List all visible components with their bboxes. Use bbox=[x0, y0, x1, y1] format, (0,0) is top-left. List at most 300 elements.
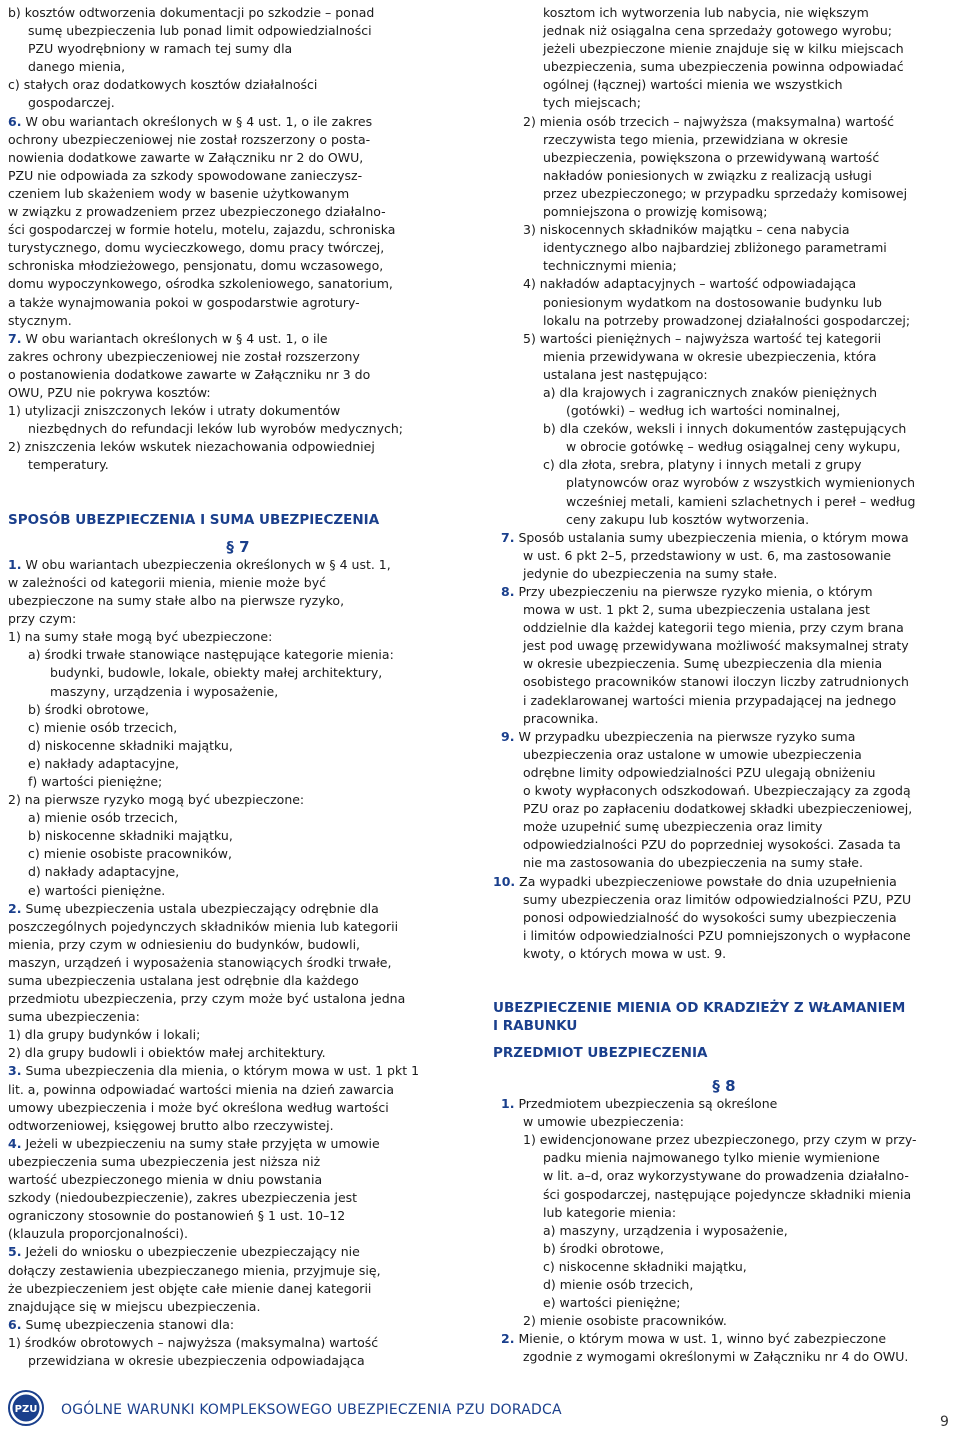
line-text: 2) mienie osobiste pracowników. bbox=[523, 1313, 727, 1329]
item-number: 7. bbox=[8, 330, 22, 346]
text-line bbox=[493, 1186, 955, 1204]
text-line bbox=[8, 402, 468, 420]
line-text: W obu wariantach określonych w § 4 ust. 1, o ile zakres bbox=[25, 113, 373, 129]
text-line bbox=[493, 1113, 955, 1131]
line-text: w okresie ubezpieczenia. Sumę ubezpieczenia dla mienia bbox=[523, 656, 883, 672]
line-text: lit. a, powinna odpowiadać wartości mienia na dzień zawarcia bbox=[8, 1081, 394, 1097]
line-text: a) mienie osób trzecich, bbox=[28, 810, 179, 826]
text-line bbox=[8, 456, 468, 474]
item-number: 2. bbox=[501, 1331, 515, 1347]
line-text: 3) niskocennych składników majątku – cena nabycia bbox=[523, 222, 850, 238]
line-text: jedynie do ubezpieczenia na sumy stałe. bbox=[523, 565, 778, 581]
text-line bbox=[8, 275, 468, 293]
text-line bbox=[8, 646, 468, 664]
line-text: d) nakłady adaptacyjne, bbox=[28, 864, 180, 880]
text-line bbox=[493, 402, 955, 420]
line-text: platynowców oraz wyrobów z wszystkich wymienionych bbox=[566, 475, 916, 491]
item-number: 4. bbox=[8, 1135, 22, 1151]
line-text: i zadeklarowanej wartości mienia przypadającej na jednego bbox=[523, 692, 897, 708]
text-line bbox=[8, 94, 468, 112]
text-line bbox=[493, 185, 955, 203]
line-text: odpowiedzialności PZU do poprzedniej wysokości. Zasada ta bbox=[523, 837, 901, 853]
text-line bbox=[8, 22, 468, 40]
text-line bbox=[8, 592, 468, 610]
line-text: nowienia dodatkowe zawarte w Załączniku nr 2 do OWU, bbox=[8, 149, 364, 165]
line-text: zakres ochrony ubezpieczeniowej nie został rozszerzony bbox=[8, 348, 360, 364]
line-text: (klauzula proporcjonalności). bbox=[8, 1226, 188, 1242]
text-line bbox=[8, 294, 468, 312]
line-text: OWU, PZU nie pokrywa kosztów: bbox=[8, 384, 211, 400]
text-line bbox=[8, 701, 468, 719]
line-text: Mienie, o którym mowa w ust. 1, winno być zabezpieczone bbox=[518, 1331, 887, 1347]
line-text: c) dla złota, srebra, platyny i innych metali z grupy bbox=[543, 457, 862, 473]
line-text: Suma ubezpieczenia dla mienia, o którym mowa w ust. 1 pkt 1 bbox=[25, 1063, 420, 1079]
line-text: c) niskocenne składniki majątku, bbox=[543, 1258, 747, 1274]
line-text: Jeżeli do wniosku o ubezpieczenie ubezpieczający nie bbox=[25, 1244, 360, 1260]
line-text: b) środki obrotowe, bbox=[543, 1240, 664, 1256]
text-line bbox=[8, 366, 468, 384]
line-text: f) wartości pieniężne; bbox=[28, 773, 163, 789]
section-heading: UBEZPIECZENIE MIENIA OD KRADZIEŻY Z WŁAMANIEM bbox=[493, 1000, 906, 1017]
text-line bbox=[8, 791, 468, 809]
numbered-item-line bbox=[8, 113, 468, 131]
line-text: ceny zakupu lub kosztów wytworzenia. bbox=[566, 511, 810, 527]
text-line bbox=[493, 1276, 955, 1294]
text-line bbox=[493, 22, 955, 40]
line-text: Jeżeli w ubezpieczeniu na sumy stałe przyjęta w umowie bbox=[25, 1135, 380, 1151]
line-text: identycznego albo najbardziej zbliżonego parametrami bbox=[543, 240, 887, 256]
line-text: pracownika. bbox=[523, 710, 599, 726]
text-line bbox=[493, 818, 955, 836]
line-text: 5) wartości pieniężnych – najwyższa wartość tej kategorii bbox=[523, 330, 882, 346]
line-text: domu wypoczynkowego, ośrodka szkoleniowego, sanatorium, bbox=[8, 276, 393, 292]
line-text: szkody (niedoubezpieczenie), zakres ubezpieczenia jest bbox=[8, 1190, 358, 1206]
numbered-item-line bbox=[493, 583, 955, 601]
numbered-item-line bbox=[493, 728, 955, 746]
numbered-item-line bbox=[8, 1135, 468, 1153]
line-text: Przy ubezpieczeniu na pierwsze ryzyko mienia, o którym bbox=[518, 584, 873, 599]
line-text: Przedmiotem ubezpieczenia są określone bbox=[518, 1096, 778, 1112]
line-text: mienia, przy czym w odniesieniu do budynków, budowli, bbox=[8, 936, 361, 952]
line-text: turystycznego, domu wycieczkowego, domu pracy twórczej, bbox=[8, 240, 385, 256]
text-line bbox=[493, 945, 955, 963]
line-text: może uzupełnić sumę ubezpieczenia oraz limity bbox=[523, 819, 823, 835]
line-text: W przypadku ubezpieczenia na pierwsze ryzyko suma bbox=[518, 728, 856, 744]
line-text: ubezpieczone na sumy stałe albo na pierwsze ryzyko, bbox=[8, 593, 345, 609]
line-text: mowa w ust. 1 pkt 2, suma ubezpieczenia ustalana jest bbox=[523, 602, 870, 618]
text-line bbox=[8, 239, 468, 257]
text-line bbox=[493, 294, 955, 312]
numbered-item-line bbox=[8, 1316, 468, 1334]
text-line bbox=[8, 1280, 468, 1298]
line-text: znajdujące się w miejscu ubezpieczenia. bbox=[8, 1298, 261, 1314]
line-text: 2) zniszczenia leków wskutek niezachowania odpowiedniej bbox=[8, 439, 375, 455]
line-text: tych miejscach; bbox=[543, 95, 641, 111]
line-text: maszyn, urządzeń i wyposażenia stanowiących środki trwałe, bbox=[8, 954, 392, 970]
text-line bbox=[493, 891, 955, 909]
text-line bbox=[8, 918, 468, 936]
item-number: 9. bbox=[501, 728, 515, 744]
line-text: temperatury. bbox=[28, 457, 109, 473]
text-line bbox=[493, 909, 955, 927]
line-text: 1) środków obrotowych – najwyższa (maksymalna) wartość bbox=[8, 1334, 379, 1350]
text-line bbox=[493, 547, 955, 565]
line-text: w związku z prowadzeniem przez ubezpieczonego działalno- bbox=[8, 204, 386, 220]
line-text: budynki, budowle, lokale, obiekty małej architektury, bbox=[50, 665, 383, 681]
section-heading: SPOSÓB UBEZPIECZENIA I SUMA UBEZPIECZENIA bbox=[8, 511, 380, 528]
text-line bbox=[8, 972, 468, 990]
line-text: przewidziana w okresie ubezpieczenia odpowiadająca bbox=[28, 1352, 365, 1368]
text-line bbox=[493, 673, 955, 691]
line-text: pomniejszona o prowizję komisową; bbox=[543, 204, 768, 220]
line-text: 1) utylizacji zniszczonych leków i utraty dokumentów bbox=[8, 403, 341, 419]
line-text: ograniczony stosownie do postanowień § 1 ust. 10–12 bbox=[8, 1208, 346, 1224]
line-text: c) mienie osobiste pracowników, bbox=[28, 846, 232, 862]
line-text: 2) na pierwsze ryzyko mogą być ubezpieczone: bbox=[8, 792, 305, 808]
text-line bbox=[493, 493, 955, 511]
line-text: ustalana jest następująco: bbox=[543, 366, 708, 382]
line-text: ubezpieczenia, suma ubezpieczenia powinna odpowiadać bbox=[543, 59, 904, 75]
line-text: Za wypadki ubezpieczeniowe powstałe do dnia uzupełnienia bbox=[519, 873, 897, 889]
line-text: wartość ubezpieczonego mienia w dniu powstania bbox=[8, 1172, 323, 1188]
line-text: 2) dla grupy budowli i obiektów małej architektury. bbox=[8, 1045, 326, 1061]
text-line bbox=[8, 257, 468, 275]
text-line bbox=[8, 936, 468, 954]
text-line bbox=[493, 619, 955, 637]
text-line bbox=[8, 420, 468, 438]
line-text: nakładów poniesionych w związku z realizacją usługi bbox=[543, 167, 872, 183]
item-number: 1. bbox=[501, 1096, 515, 1112]
line-text: wcześniej metali, kamieni szlachetnych i pereł – według bbox=[566, 493, 916, 509]
line-text: lokalu na potrzeby prowadzonej działalności gospodarczej; bbox=[543, 312, 911, 328]
text-line bbox=[493, 113, 955, 131]
left-column bbox=[8, 4, 468, 1370]
text-line bbox=[493, 1348, 955, 1366]
text-line bbox=[8, 1171, 468, 1189]
text-line bbox=[493, 348, 955, 366]
numbered-item-line bbox=[493, 1095, 955, 1113]
text-line bbox=[8, 954, 468, 972]
text-line bbox=[8, 1117, 468, 1135]
item-number: 5. bbox=[8, 1244, 22, 1260]
text-line bbox=[8, 990, 468, 1008]
text-line bbox=[8, 1044, 468, 1062]
text-line bbox=[493, 456, 955, 474]
text-line bbox=[8, 384, 468, 402]
text-line bbox=[8, 574, 468, 592]
item-number: 6. bbox=[8, 113, 22, 129]
text-line bbox=[8, 664, 468, 682]
line-text: a) dla krajowych i zagranicznych znaków pieniężnych bbox=[543, 384, 878, 400]
line-text: przez ubezpieczonego; w przypadku sprzedaży komisowej bbox=[543, 185, 908, 201]
item-number: 2. bbox=[8, 900, 22, 916]
text-line bbox=[493, 474, 955, 492]
line-text: PZU oraz po zapłaceniu dodatkowej składki ubezpieczeniowej, bbox=[523, 801, 913, 817]
line-text: że ubezpieczeniem jest objęte całe mienie danej kategorii bbox=[8, 1280, 372, 1296]
section-heading: I RABUNKU bbox=[493, 1018, 578, 1035]
text-line bbox=[493, 927, 955, 945]
text-line bbox=[8, 737, 468, 755]
text-line bbox=[8, 628, 468, 646]
text-line bbox=[493, 40, 955, 58]
line-text: ubezpieczenia oraz ustalone w umowie ubezpieczenia bbox=[523, 746, 862, 762]
item-number: 6. bbox=[8, 1316, 22, 1332]
text-line bbox=[493, 710, 955, 728]
item-number: 3. bbox=[8, 1063, 22, 1079]
line-text: kwoty, o których mowa w ust. 9. bbox=[523, 945, 727, 961]
line-text: niezbędnych do refundacji leków lub wyrobów medycznych; bbox=[28, 421, 404, 437]
line-text: maszyny, urządzenia i wyposażenie, bbox=[50, 683, 279, 699]
text-line bbox=[493, 366, 955, 384]
svg-text:PZU: PZU bbox=[14, 1404, 38, 1415]
line-text: oddzielnie dla każdej kategorii tego mienia, przy czym brana bbox=[523, 620, 904, 636]
line-text: sumę ubezpieczenia lub ponad limit odpowiedzialności bbox=[28, 23, 372, 39]
line-text: odtworzeniowej, księgowej brutto albo rzeczywistej. bbox=[8, 1117, 334, 1133]
line-text: d) niskocenne składniki majątku, bbox=[28, 737, 233, 753]
text-line bbox=[493, 131, 955, 149]
section-heading: PRZEDMIOT UBEZPIECZENIA bbox=[493, 1045, 708, 1062]
numbered-item-line bbox=[8, 1243, 468, 1261]
text-line bbox=[493, 330, 955, 348]
line-text: w obrocie gotówkę – według osiągalnej ceny wykupu, bbox=[566, 439, 901, 455]
line-text: jeżeli ubezpieczone mienie znajduje się w kilku miejscach bbox=[543, 41, 904, 57]
numbered-item-line bbox=[8, 556, 468, 574]
text-line bbox=[493, 1167, 955, 1185]
text-line bbox=[8, 312, 468, 330]
line-text: 1) ewidencjonowane przez ubezpieczonego, przy czym w przy- bbox=[523, 1132, 917, 1148]
line-text: nie ma zastosowania do ubezpieczenia na sumy stałe. bbox=[523, 855, 863, 871]
text-line bbox=[493, 420, 955, 438]
line-text: (gotówki) – według ich wartości nominalnej, bbox=[566, 403, 841, 419]
line-text: osobistego pracowników stanowi iloczyn liczby zatrudnionych bbox=[523, 674, 909, 690]
line-text: suma ubezpieczenia: bbox=[8, 1009, 140, 1025]
line-text: w lit. a–d, oraz wykorzystywane do prowadzenia działalno- bbox=[543, 1168, 909, 1184]
text-line bbox=[493, 239, 955, 257]
item-number: 1. bbox=[8, 556, 22, 572]
text-line bbox=[8, 221, 468, 239]
text-line bbox=[8, 1189, 468, 1207]
text-line bbox=[8, 863, 468, 881]
text-line bbox=[8, 1153, 468, 1171]
line-text: sumy ubezpieczenia oraz limitów odpowiedzialności PZU, PZU bbox=[523, 891, 912, 907]
text-line bbox=[8, 1099, 468, 1117]
line-text: 2) mienia osób trzecich – najwyższa (maksymalna) wartość bbox=[523, 113, 895, 129]
line-text: rzeczywista tego mienia, przewidziana w okresie bbox=[543, 131, 848, 147]
paragraph-number: § 7 bbox=[226, 537, 250, 556]
text-line bbox=[493, 275, 955, 293]
text-line bbox=[493, 836, 955, 854]
text-line bbox=[493, 1258, 955, 1276]
text-line bbox=[8, 845, 468, 863]
text-line bbox=[493, 76, 955, 94]
item-number: 8. bbox=[501, 584, 515, 599]
line-text: ubezpieczenia suma ubezpieczenia jest niższa niż bbox=[8, 1153, 321, 1169]
text-line bbox=[493, 854, 955, 872]
line-text: dołączy zestawienia ubezpieczanego mienia, przyjmuje się, bbox=[8, 1262, 381, 1278]
text-line bbox=[8, 1207, 468, 1225]
text-line bbox=[8, 1262, 468, 1280]
line-text: W obu wariantach ubezpieczenia określonych w § 4 ust. 1, bbox=[25, 556, 391, 572]
line-text: zgodnie z wymogami określonymi w Załączniku nr 4 do OWU. bbox=[523, 1349, 909, 1365]
text-line bbox=[8, 1081, 468, 1099]
line-text: schroniska młodzieżowego, pensjonatu, domu wczasowego, bbox=[8, 258, 384, 274]
line-text: d) mienie osób trzecich, bbox=[543, 1276, 694, 1292]
line-text: mienia przewidywana w okresie ubezpieczenia, która bbox=[543, 348, 877, 364]
numbered-item-line bbox=[8, 1062, 468, 1080]
text-line bbox=[493, 1149, 955, 1167]
text-line bbox=[493, 4, 955, 22]
line-text: e) wartości pieniężne. bbox=[28, 882, 166, 898]
line-text: suma ubezpieczenia ustalana jest odrębnie dla każdego bbox=[8, 973, 359, 989]
line-text: ochrony ubezpieczeniowej nie został rozszerzony o posta- bbox=[8, 131, 371, 147]
text-line bbox=[493, 221, 955, 239]
right-column bbox=[493, 4, 955, 1366]
text-line bbox=[8, 438, 468, 456]
numbered-item-line bbox=[493, 529, 955, 547]
line-text: Sposób ustalania sumy ubezpieczenia mienia, o którym mowa bbox=[518, 529, 909, 545]
text-line bbox=[8, 773, 468, 791]
text-line bbox=[493, 1131, 955, 1149]
line-text: a) środki trwałe stanowiące następujące kategorie mienia: bbox=[28, 647, 394, 663]
line-text: umowy ubezpieczenia i może być określona według wartości bbox=[8, 1099, 389, 1115]
pzu-logo bbox=[8, 1390, 44, 1426]
line-text: a) maszyny, urządzenia i wyposażenie, bbox=[543, 1222, 788, 1238]
line-text: b) środki obrotowe, bbox=[28, 701, 149, 717]
line-text: jednak niż osiągalna cena sprzedaży gotowego wyrobu; bbox=[543, 23, 893, 39]
text-line bbox=[8, 1026, 468, 1044]
text-line bbox=[8, 1334, 468, 1352]
text-line bbox=[8, 1225, 468, 1243]
text-line bbox=[493, 94, 955, 112]
text-line bbox=[8, 348, 468, 366]
paragraph-number: § 8 bbox=[712, 1076, 736, 1095]
text-line bbox=[8, 76, 468, 94]
numbered-item-line bbox=[493, 1330, 955, 1348]
text-line bbox=[8, 610, 468, 628]
item-number: 7. bbox=[501, 529, 515, 545]
text-line bbox=[493, 565, 955, 583]
line-text: poszczególnych pojedynczych składników mienia lub kategorii bbox=[8, 918, 399, 934]
line-text: PZU nie odpowiada za szkody spowodowane zanieczysz- bbox=[8, 167, 363, 183]
text-line bbox=[8, 149, 468, 167]
text-line bbox=[8, 4, 468, 22]
numbered-item-line bbox=[8, 330, 468, 348]
text-line bbox=[8, 40, 468, 58]
text-line bbox=[493, 1294, 955, 1312]
page-number: 9 bbox=[940, 1414, 949, 1430]
line-text: W obu wariantach określonych w § 4 ust. 1, o ile bbox=[25, 330, 328, 346]
text-line bbox=[493, 782, 955, 800]
line-text: 4) nakładów adaptacyjnych – wartość odpowiadająca bbox=[523, 276, 857, 292]
text-line bbox=[8, 882, 468, 900]
line-text: kosztom ich wytworzenia lub nabycia, nie większym bbox=[543, 5, 869, 20]
text-line bbox=[8, 809, 468, 827]
line-text: e) wartości pieniężne; bbox=[543, 1295, 681, 1311]
line-text: Sumę ubezpieczenia ustala ubezpieczający odrębnie dla bbox=[25, 900, 379, 916]
line-text: jest pod uwagę przewidywana możliwość maksymalnej straty bbox=[523, 638, 909, 654]
text-line bbox=[493, 764, 955, 782]
text-line bbox=[493, 167, 955, 185]
line-text: ści gospodarczej w formie hotelu, motelu, zajazdu, schroniska bbox=[8, 222, 396, 238]
text-line bbox=[493, 312, 955, 330]
line-text: odrębne limity odpowiedzialności PZU ulegają obniżeniu bbox=[523, 764, 876, 780]
line-text: a także wynajmowania pokoi w gospodarstwie agrotury- bbox=[8, 294, 360, 310]
line-text: czeniem lub skażeniem wody w basenie użytkowanym bbox=[8, 185, 350, 201]
numbered-item-line bbox=[8, 900, 468, 918]
line-text: ponosi odpowiedzialność do wysokości sumy ubezpieczenia bbox=[523, 909, 897, 925]
text-line bbox=[493, 511, 955, 529]
line-text: w zależności od kategorii mienia, mienie może być bbox=[8, 574, 327, 590]
text-line bbox=[493, 1222, 955, 1240]
item-number: 10. bbox=[493, 873, 516, 889]
line-text: o postanowienia dodatkowe zawarte w Załączniku nr 3 do bbox=[8, 366, 371, 382]
text-line bbox=[493, 438, 955, 456]
line-text: przy czym: bbox=[8, 611, 77, 627]
text-line bbox=[493, 203, 955, 221]
line-text: i limitów odpowiedzialności PZU pomniejszonych o wypłacone bbox=[523, 927, 911, 943]
line-text: b) niskocenne składniki majątku, bbox=[28, 828, 233, 844]
text-line bbox=[8, 1298, 468, 1316]
text-line bbox=[493, 655, 955, 673]
text-line bbox=[493, 601, 955, 619]
numbered-item-line bbox=[493, 873, 955, 891]
line-text: ubezpieczenia, powiększona o przewidywaną wartość bbox=[543, 149, 880, 165]
text-line bbox=[493, 384, 955, 402]
text-line bbox=[493, 1204, 955, 1222]
footer-title: OGÓLNE WARUNKI KOMPLEKSOWEGO UBEZPIECZENIA PZU DORADCA bbox=[61, 1402, 562, 1418]
line-text: stycznym. bbox=[8, 312, 72, 328]
text-line bbox=[8, 755, 468, 773]
text-line bbox=[493, 1240, 955, 1258]
text-line bbox=[8, 827, 468, 845]
line-text: e) nakłady adaptacyjne, bbox=[28, 755, 179, 771]
line-text: c) mienie osób trzecich, bbox=[28, 719, 178, 735]
line-text: gospodarczej. bbox=[28, 95, 115, 111]
text-line bbox=[493, 1312, 955, 1330]
line-text: poniesionym wydatkom na dostosowanie budynku lub bbox=[543, 294, 882, 310]
line-text: danego mienia, bbox=[28, 59, 126, 75]
line-text: w ust. 6 pkt 2–5, przedstawiony w ust. 6, ma zastosowanie bbox=[523, 547, 892, 563]
line-text: w umowie ubezpieczenia: bbox=[523, 1114, 684, 1130]
line-text: ogólnej (łącznej) wartości mienia we wszystkich bbox=[543, 77, 843, 93]
text-line bbox=[8, 185, 468, 203]
text-line bbox=[8, 131, 468, 149]
line-text: padku mienia najmowanego tylko mienie wymienione bbox=[543, 1150, 880, 1166]
line-text: b) kosztów odtworzenia dokumentacji po szkodzie – ponad bbox=[8, 5, 375, 20]
text-line bbox=[493, 800, 955, 818]
line-text: przedmiotu ubezpieczenia, przy czym może być ustalona jedna bbox=[8, 991, 406, 1007]
line-text: c) stałych oraz dodatkowych kosztów działalności bbox=[8, 77, 318, 93]
text-line bbox=[493, 692, 955, 710]
line-text: PZU wyodrębniony w ramach tej sumy dla bbox=[28, 41, 293, 57]
line-text: b) dla czeków, weksli i innych dokumentów zastępujących bbox=[543, 421, 907, 437]
text-line bbox=[8, 203, 468, 221]
text-line bbox=[493, 149, 955, 167]
line-text: o kwoty wypłaconych odszkodowań. Ubezpieczający za zgodą bbox=[523, 783, 911, 799]
text-line bbox=[8, 167, 468, 185]
text-line bbox=[493, 637, 955, 655]
line-text: ści gospodarczej, następujące pojedyncze składniki mienia bbox=[543, 1186, 912, 1202]
line-text: 1) na sumy stałe mogą być ubezpieczone: bbox=[8, 629, 273, 645]
text-line bbox=[493, 257, 955, 275]
line-text: 1) dla grupy budynków i lokali; bbox=[8, 1027, 201, 1043]
line-text: lub kategorie mienia: bbox=[543, 1204, 677, 1220]
text-line bbox=[493, 58, 955, 76]
text-line bbox=[493, 746, 955, 764]
text-line bbox=[8, 683, 468, 701]
text-line bbox=[8, 1008, 468, 1026]
line-text: technicznymi mienia; bbox=[543, 258, 677, 274]
